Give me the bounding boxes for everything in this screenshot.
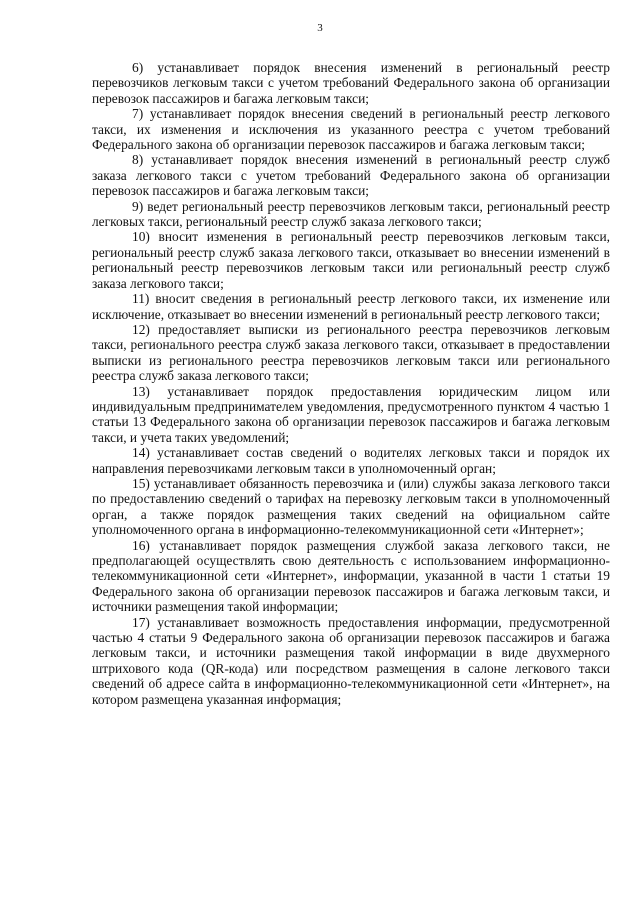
list-item: 13) устанавливает порядок предоставления юридическим лицом или индивидуальным предпринимателем уведомления, предусмотренного пунктом 4 частью 1 статьи 13 Федерального закона об организации перевозок пассажиров и багажа легковым такси, и учета таких уведомлений; (92, 383, 610, 445)
document-body (92, 60, 610, 707)
list-item: 12) предоставляет выписки из регионального реестра перевозчиков легковым такси, регионального реестра служб заказа легкового такси, отказывает в предоставлении выписки из регионального реестра перевозчиков легковым такси или регионального реестра служб заказа легкового такси; (92, 321, 610, 384)
page-number: 3 (317, 22, 323, 34)
list-item: 11) вносит сведения в региональный реестр легкового такси, их изменение или исключение, отказывает во внесении изменений в региональный реестр легкового такси; (92, 291, 610, 322)
list-item: 9) ведет региональный реестр перевозчиков легковым такси, региональный реестр легковых такси, региональный реестр служб заказа легкового такси; (92, 198, 610, 230)
list-item: 17) устанавливает возможность предоставления информации, предусмотренной частью 4 статьи 9 Федерального закона об организации перевозок пассажиров и багажа легковым такси, и источники размещения такой информации в виде двухмерного штрихового кода (QR-кода) или посредством размещения в салоне легкового такси сведений об адресе сайта в информационно-телекоммуникационной сети «Интернет», на котором размещена указанная информация; (92, 614, 610, 707)
list-item: 10) вносит изменения в региональный реестр перевозчиков легковым такси, региональный реестр служб заказа легкового такси, отказывает во внесении изменений в региональный реестр перевозчиков легковым такси или региональный реестр служб заказа легкового такси; (92, 229, 610, 291)
list-item: 8) устанавливает порядок внесения изменений в региональный реестр служб заказа легкового такси с учетом требований Федерального закона об организации перевозок пассажиров и багажа легковым такси; (92, 152, 610, 199)
list-item: 14) устанавливает состав сведений о водителях легковых такси и порядок их направления перевозчиками легковым такси в уполномоченный орган; (92, 445, 610, 476)
list-item: 15) устанавливает обязанность перевозчика и (или) службы заказа легкового такси по предоставлению сведений о тарифах на перевозку легковым такси в уполномоченный орган, а также порядок размещения таких сведений на официальном сайте уполномоченного органа в информационно-телекоммуникационной сети «Интернет»; (92, 475, 610, 538)
list-item: 6) устанавливает порядок внесения изменений в региональный реестр перевозчиков легковым такси с учетом требований Федерального закона об организации перевозок пассажиров и багажа легковым такси; (92, 60, 610, 106)
list-item: 16) устанавливает порядок размещения службой заказа легкового такси, не предполагающей осуществлять свою деятельность с использованием информационно-телекоммуникационной сети «Интернет», информации, указанной в части 1 статьи 19 Федерального закона об организации перевозок пассажиров и багажа легковым такси, и источники размещения такой информации; (92, 537, 610, 615)
list-item: 7) устанавливает порядок внесения сведений в региональный реестр легкового такси, их изменения и исключения из указанного реестра с учетом требований Федерального закона об организации перевозок пассажиров и багажа легковым такси; (92, 106, 610, 153)
